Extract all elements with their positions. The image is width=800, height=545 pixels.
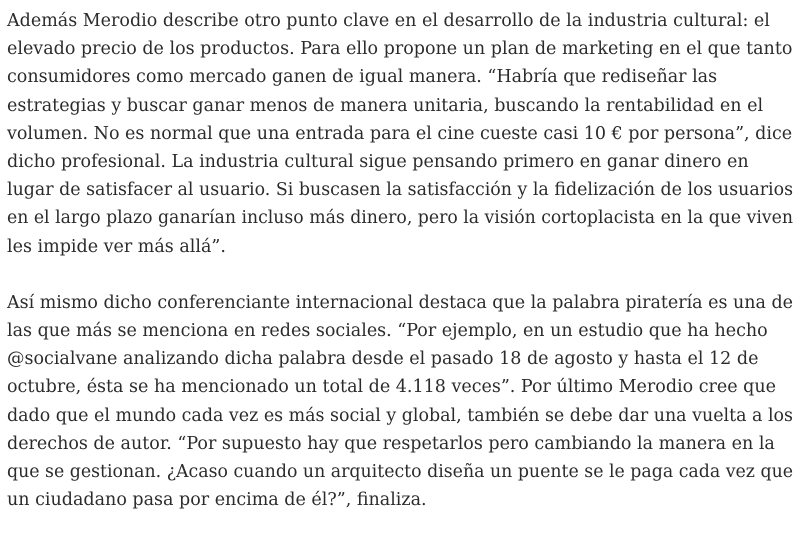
paragraph-line: lugar de satisfacer al usuario. Si buscasen la satisfacción y la fidelización de los usuarios <box>7 180 794 201</box>
paragraph-line: les impide ver más allá”. <box>7 236 226 257</box>
paragraph-line: derechos de autor. “Por supuesto hay que respetarlos pero cambiando la manera en la <box>7 433 775 454</box>
paragraph-line: que se gestionan. ¿Acaso cuando un arquitecto diseña un puente se le paga cada vez que <box>7 462 794 483</box>
paragraph-line: en el largo plazo ganarían incluso más dinero, pero la visión cortoplacista en la que viven <box>7 208 794 229</box>
paragraph-line: consumidores como mercado ganen de igual manera. “Habría que rediseñar las <box>7 67 718 88</box>
article-body <box>7 7 797 514</box>
paragraph-line: volumen. No es normal que una entrada para el cine cueste casi 10 € por persona”, dice <box>7 123 793 144</box>
paragraph-line: un ciudadano pasa por encima de él?”, finaliza. <box>7 490 427 511</box>
paragraph-2 <box>7 289 797 515</box>
paragraph-1 <box>7 7 797 261</box>
paragraph-line: estrategias y buscar ganar menos de manera unitaria, buscando la rentabilidad en el <box>7 95 764 116</box>
paragraph-line: octubre, ésta se ha mencionado un total de 4.118 veces”. Por último Merodio cree que <box>7 377 776 398</box>
paragraph-line: elevado precio de los productos. Para ello propone un plan de marketing en el que tanto <box>7 39 793 60</box>
paragraph-line: @socialvane analizando dicha palabra desde el pasado 18 de agosto y hasta el 12 de <box>7 349 759 370</box>
paragraph-line: dado que el mundo cada vez es más social y global, también se debe dar una vuelta a los <box>7 405 794 426</box>
paragraph-line: Así mismo dicho conferenciante internacional destaca que la palabra piratería es una de <box>7 292 794 313</box>
paragraph-line: Además Merodio describe otro punto clave en el desarrollo de la industria cultural: el <box>7 11 770 31</box>
paragraph-line: dicho profesional. La industria cultural sigue pensando primero en ganar dinero en <box>7 152 749 173</box>
paragraph-line: las que más se menciona en redes sociales. “Por ejemplo, en un estudio que ha hecho <box>7 321 768 342</box>
